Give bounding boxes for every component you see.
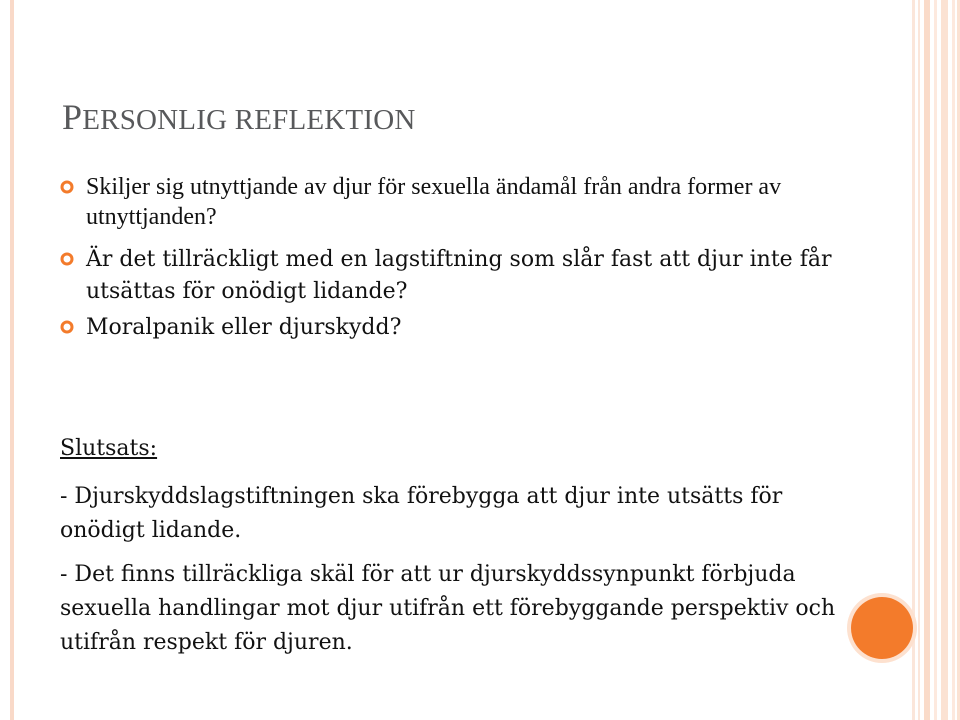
- decorative-circle: [851, 597, 913, 659]
- bullet-item: [60, 312, 840, 344]
- stripe: [941, 0, 948, 720]
- bullet-item: [60, 244, 840, 308]
- title-rest: ERSONLIG REFLEKTION: [82, 104, 416, 136]
- ring-bullet-icon: [60, 180, 74, 194]
- bullet-text: Moralpanik eller djurskydd?: [86, 315, 402, 340]
- bullet-item: [60, 172, 840, 232]
- bullet-list: [60, 172, 840, 348]
- conclusion-block: [60, 432, 840, 670]
- ring-bullet-icon: [60, 320, 74, 334]
- right-decorative-stripes: [912, 0, 960, 720]
- left-decorative-stripe: [10, 0, 14, 720]
- stripe: [918, 0, 920, 720]
- conclusion-paragraph: - Djurskyddslagstiftningen ska förebygga att djur inte utsätts för onödigt lidande.: [60, 484, 783, 543]
- stripe: [924, 0, 930, 720]
- slide-title: [62, 96, 416, 138]
- bullet-text: Skiljer sig utnyttjande av djur för sexuella ändamål från andra former av utnyttjanden?: [86, 174, 782, 230]
- stripe: [934, 0, 937, 720]
- conclusion-paragraph: - Det finns tillräckliga skäl för att ur djurskyddssynpunkt förbjuda sexuella handlingar mot djur utifrån ett förebyggande perspektiv och utifrån respekt för djuren.: [60, 562, 836, 655]
- title-first-letter: P: [62, 97, 83, 137]
- stripe: [952, 0, 955, 720]
- conclusion-heading: Slutsats:: [60, 436, 158, 461]
- stripe: [912, 0, 915, 720]
- bullet-text: Är det tillräckligt med en lagstiftning som slår fast att djur inte får utsättas för onödigt lidande?: [86, 247, 832, 304]
- ring-bullet-icon: [60, 252, 74, 266]
